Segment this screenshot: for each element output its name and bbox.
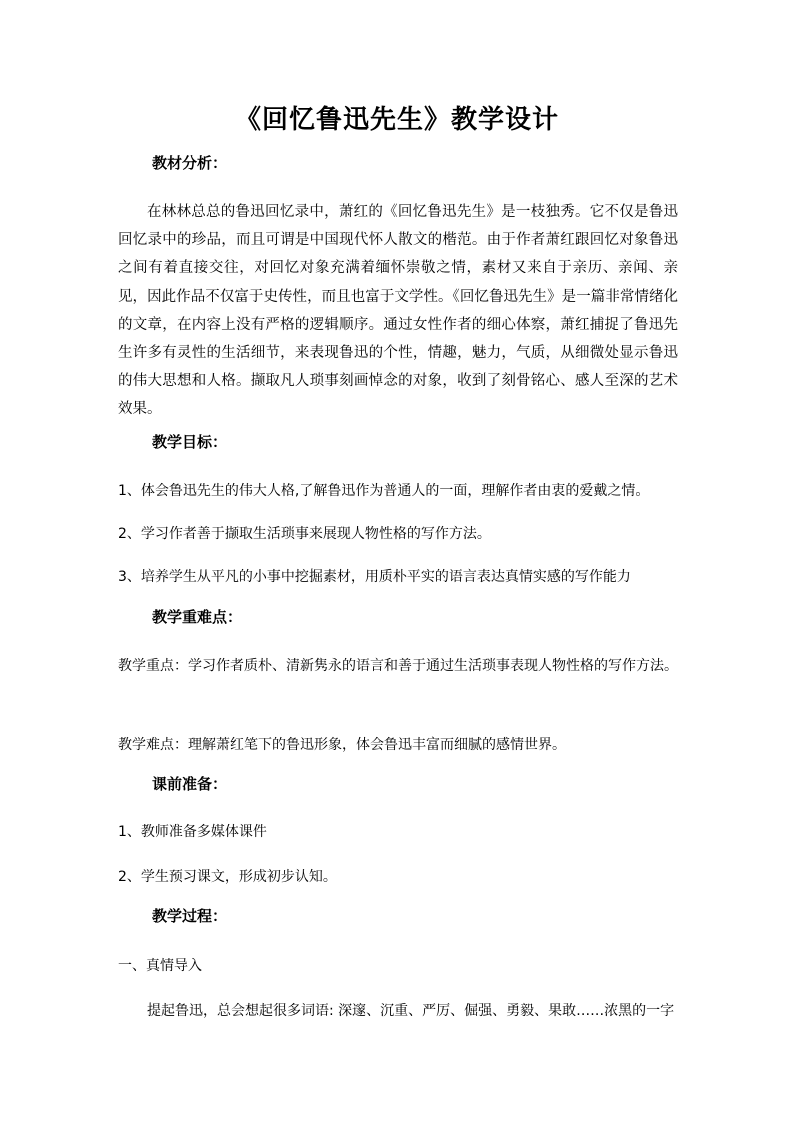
process-step-1: 一、真情导入 <box>118 958 202 974</box>
key-difficulty: 教学难点：理解萧红笔下的鲁迅形象，体会鲁迅丰富而细腻的感情世界。 <box>118 737 566 753</box>
prep-item-1: 1、教师准备多媒体课件 <box>118 824 267 840</box>
heading-process: 教学过程： <box>152 907 228 925</box>
heading-preparation: 课前准备： <box>152 775 228 793</box>
process-intro-text: 提起鲁迅，总会想起很多词语: 深邃、沉重、严厉、倔强、勇毅、果敢……浓黑的一字 <box>147 1003 675 1019</box>
heading-goals: 教学目标： <box>152 433 228 451</box>
prep-item-2: 2、学生预习课文，形成初步认知。 <box>118 869 337 885</box>
goal-item-2: 2、学习作者善于撷取生活琐事来展现人物性格的写作方法。 <box>118 526 491 542</box>
heading-keypoints: 教学重难点： <box>152 608 243 626</box>
heading-analysis: 教材分析： <box>152 154 228 172</box>
goal-item-3: 3、培养学生从平凡的小事中挖掘素材，用质朴平实的语言表达真情实感的写作能力 <box>118 569 631 585</box>
paragraph-analysis: 在林林总总的鲁迅回忆录中，萧红的《回忆鲁迅先生》是一枝独秀。它不仅是鲁迅回忆录中的珍品，而且可谓是中国现代怀人散文的楷范。由于作者萧红跟回忆对象鲁迅之间有着直接交往，对回忆对象充满着缅怀崇敬之情，素材又来自于亲历、亲闻、亲见，因此作品不仅富于史传性，而且也富于文学性。《回忆鲁迅先生》是一篇非常情绪化的文章，在内容上没有严格的逻辑顺序。通过女性作者的细心体察，萧红捕捉了鲁迅先生许多有灵性的生活细节，来表现鲁迅的个性，情趣，魅力，气质，从细微处显示鲁迅的伟大思想和人格。撷取凡人琐事刻画悼念的对象，收到了刻骨铭心、感人至深的艺术效果。 <box>118 204 678 418</box>
key-focus: 教学重点：学习作者质朴、清新隽永的语言和善于通过生活琐事表现人物性格的写作方法。 <box>118 658 678 674</box>
goal-item-1: 1、体会鲁迅先生的伟大人格,了解鲁迅作为普通人的一面，理解作者由衷的爱戴之情。 <box>118 483 650 499</box>
document-title: 《回忆鲁迅先生》教学设计 <box>234 105 559 135</box>
